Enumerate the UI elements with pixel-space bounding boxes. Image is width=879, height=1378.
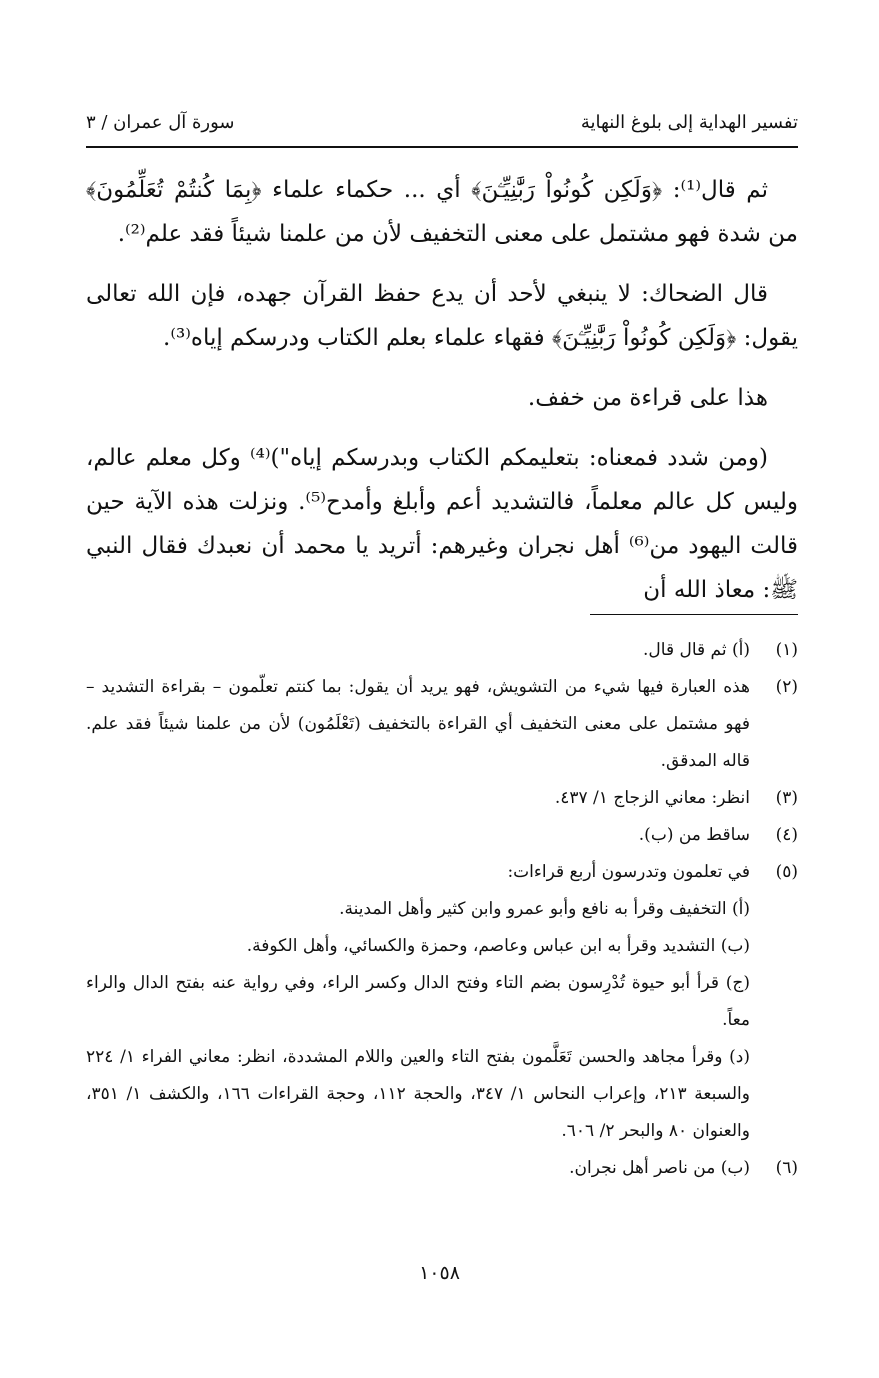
footnote-subitem: (أ) التخفيف وقرأ به نافع وأبو عمرو وابن كثير وأهل المدينة. [339, 899, 750, 919]
footnote-number: (٤) [775, 825, 798, 845]
footnote-number: (٢) [775, 677, 798, 697]
footnote-text: هذه العبارة فيها شيء من التشويش، فهو يريد أن يقول: بما كنتم تعلّمون – بقراءة التشديد – فهو مشتمل على معنى التخفيف أي القراءة بالتخفيف (تَعْلَمُون) لأن من علمنا شيئاً فقد علم. قاله المدقق. [86, 677, 750, 771]
footnote-1 [86, 632, 798, 669]
paragraph-4: (ومن شدد فمعناه: بتعليمكم الكتاب وبدرسكم إياه")⁽⁴⁾ وكل معلم عالم، وليس كل عالم معلماً، فالتشديد أعم وأبلغ وأمدح⁽⁵⁾. ونزلت هذه الآية حين قالت اليهود من⁽⁶⁾ أهل نجران وغيرهم: أتريد يا محمد أن نعبدك فقال النبي ﷺ: معاذ الله أن [86, 445, 799, 603]
footnote-number: (٦) [775, 1158, 798, 1178]
footnote-subitem: (د) وقرأ مجاهد والحسن تَعَلَّمون بفتح التاء والعين واللام المشددة، انظر: معاني الفراء ١/ ٢٢٤ والسبعة ٢١٣، وإعراب النحاس ١/ ٣٤٧، والحجة ١١٢، وحجة القراءات ١٦٦، والكشف ١/ ٣٥١، والعنوان ٨٠ والبحر ٢/ ٦٠٦. [86, 1047, 750, 1141]
footnote-6 [86, 1150, 798, 1187]
footnote-text: ساقط من (ب). [638, 825, 750, 845]
header-divider [86, 146, 798, 148]
book-title: تفسير الهداية إلى بلوغ النهاية [580, 112, 798, 133]
footnote-subitem: (ب) التشديد وقرأ به ابن عباس وعاصم، وحمزة والكسائي، وأهل الكوفة. [246, 936, 750, 956]
main-text [86, 168, 798, 628]
footnote-text: (ب) من ناصر أهل نجران. [569, 1158, 750, 1178]
footnote-number: (١) [775, 640, 798, 660]
page-number: ١٠٥٨ [419, 1262, 460, 1284]
footnote-text: انظر: معاني الزجاج ١/ ٤٣٧. [554, 788, 750, 808]
footnote-number: (٣) [775, 788, 798, 808]
footnotes [86, 632, 798, 1187]
paragraph-3: هذا على قراءة من خفف. [527, 385, 768, 411]
running-header [86, 112, 798, 133]
footnote-text: (أ) ثم قال قال. [643, 640, 750, 660]
footnote-3 [86, 780, 798, 817]
footnote-subitem: (ج) قرأ أبو حيوة تُدْرِسون بضم التاء وفتح الدال وكسر الراء، وفي رواية عنه بفتح الدال والراء معاً. [86, 973, 750, 1030]
footnote-text: في تعلمون وتدرسون أربع قراءات: [507, 862, 750, 882]
footnote-divider [590, 614, 798, 615]
paragraph-2: قال الضحاك: لا ينبغي لأحد أن يدع حفظ القرآن جهده، فإن الله تعالى يقول: ﴿وَلَكِن كُونُواْ رَبَّٰنِيِّـۧنَ﴾ فقهاء علماء بعلم الكتاب ودرسكم إياه⁽³⁾. [86, 281, 798, 351]
chapter-title: سورة آل عمران / ٣ [86, 112, 235, 133]
footnote-4 [86, 817, 798, 854]
footnote-number: (٥) [775, 862, 798, 882]
footnote-5 [86, 854, 798, 1150]
footnote-2 [86, 669, 798, 780]
paragraph-1: ثم قال⁽¹⁾: ﴿وَلَكِن كُونُواْ رَبَّٰنِيِّـۧنَ﴾ أي ... حكماء علماء ﴿بِمَا كُنتُمْ تُعَلِّمُونَ﴾ من شدة فهو مشتمل على معنى التخفيف لأن من علمنا شيئاً فقد علم⁽²⁾. [86, 177, 798, 247]
